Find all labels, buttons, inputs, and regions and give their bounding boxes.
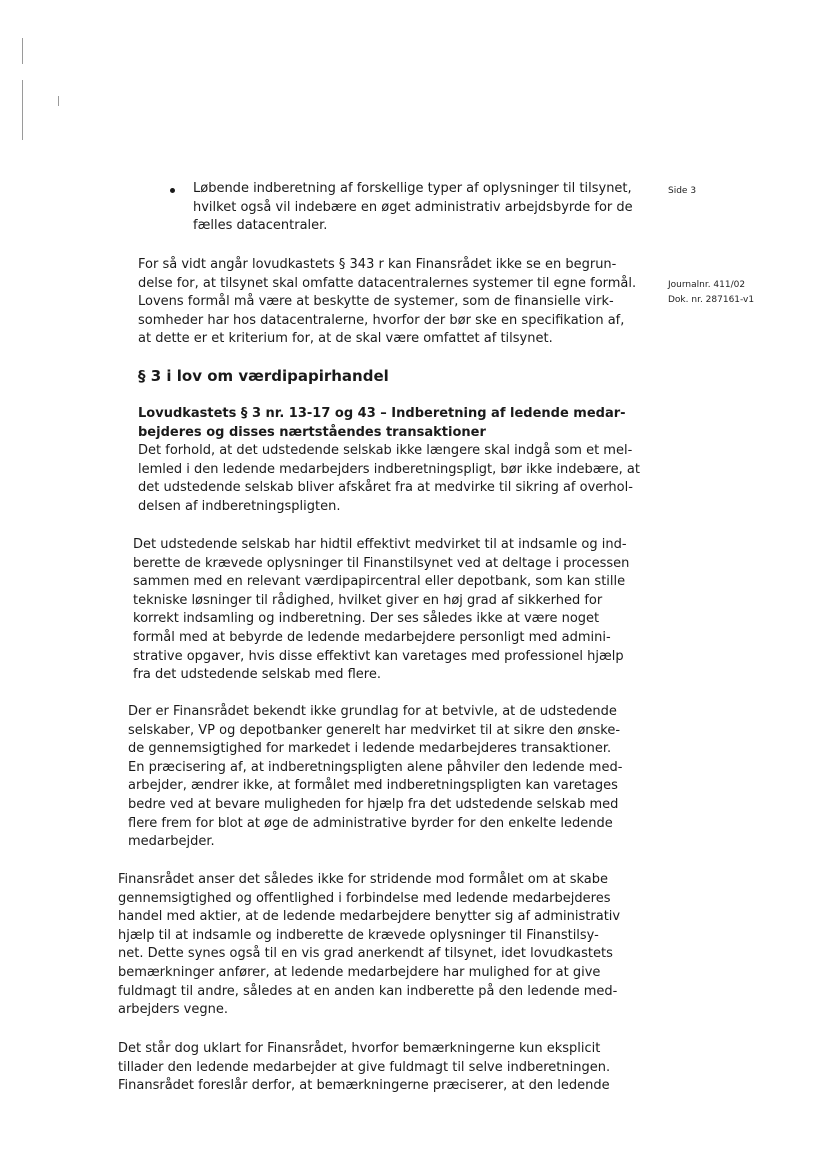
text-line: strative opgaver, hvis disse effektivt kan varetages med professionel hjælp: [133, 648, 624, 664]
text-line: gennemsigtighed og offentlighed i forbindelse med ledende medarbejderes: [118, 890, 611, 906]
text-line: arbejder, ændrer ikke, at formålet med indberetningspligten kan varetages: [128, 778, 618, 794]
subheading-line: Lovudkastets § 3 nr. 13-17 og 43 – Indberetning af ledende medar-: [138, 406, 626, 421]
journal-number: Journalnr. 411/02: [668, 280, 746, 290]
text-line: En præcisering af, at indberetningspligten alene påhviler den ledende med-: [128, 759, 623, 775]
text-line: formål med at bebyrde de ledende medarbejdere personligt med admini-: [133, 629, 611, 645]
text-line: net. Dette synes også til en vis grad anerkendt af tilsynet, idet lovudkastets: [118, 946, 613, 962]
text-line: bedre ved at bevare muligheden for hjælp fra det udstedende selskab med: [128, 796, 619, 812]
bullet-item: [193, 180, 633, 236]
text-line: berette de krævede oplysninger til Finanstilsynet ved at deltage i processen: [133, 555, 630, 571]
text-line: fuldmagt til andre, således at en anden kan indberette på den ledende med-: [118, 983, 618, 999]
text-line: delsen af indberetningspligten.: [138, 498, 341, 514]
text-line: handel med aktier, at de ledende medarbejdere benytter sig af administrativ: [118, 909, 621, 925]
text-line: Finansrådet foreslår derfor, at bemærkningerne præciserer, at den ledende: [118, 1078, 610, 1094]
bullet-line: fælles datacentraler.: [193, 218, 328, 234]
document-number: Dok. nr. 287161-v1: [668, 295, 755, 305]
text-line: selskaber, VP og depotbanker generelt har medvirket til at sikre den ønske-: [128, 722, 621, 738]
paragraph-issuer: [133, 536, 629, 685]
text-line: arbejders vegne.: [118, 1002, 228, 1018]
text-line: at dette er et kriterium for, at de skal være omfattet af tilsynet.: [138, 331, 553, 347]
text-line: Lovens formål må være at beskytte de systemer, som de finansielle virk-: [138, 294, 614, 310]
paragraph-power-of-attorney: [118, 1040, 610, 1096]
text-line: de gennemsigtighed for markedet i ledende medarbejderes transaktioner.: [128, 741, 612, 757]
bullet-line: Løbende indberetning af forskellige typer af oplysninger til tilsynet,: [193, 181, 632, 196]
paragraph-343r: [138, 256, 636, 349]
text-line: bemærkninger anfører, at ledende medarbejdere har mulighed for at give: [118, 964, 601, 980]
text-line: korrekt indsamling og indberetning. Der ses således ikke at være noget: [133, 611, 600, 627]
text-line: lemled i den ledende medarbejders indberetningspligt, bør ikke indebære, at: [138, 461, 640, 477]
text-line: For så vidt angår lovudkastets § 343 r kan Finansrådet ikke se en begrun-: [138, 257, 617, 272]
paragraph-transparency: [128, 703, 622, 852]
subheading-line: bejderes og disses nærtståendes transaktioner: [138, 424, 486, 440]
text-line: Der er Finansrådet bekendt ikke grundlag for at betvivle, at de udstedende: [128, 704, 617, 719]
text-line: hjælp til at indsamle og indberette de krævede oplysninger til Finanstilsy-: [118, 927, 599, 943]
text-line: Finansrådet anser det således ikke for stridende mod formålet om at skabe: [118, 872, 608, 887]
text-line: medarbejder.: [128, 834, 215, 850]
text-line: sammen med en relevant værdipapircentral eller depotbank, som kan stille: [133, 574, 626, 590]
text-line: tekniske løsninger til rådighed, hvilket giver en høj grad af sikkerhed for: [133, 592, 603, 608]
text-line: flere frem for blot at øge de administrative byrder for den enkelte ledende: [128, 815, 613, 831]
bullet-dot: [170, 188, 175, 193]
text-line: delse for, at tilsynet skal omfatte datacentralernes systemer til egne formål.: [138, 275, 637, 291]
text-line: det udstedende selskab bliver afskåret fra at medvirke til sikring af overhol-: [138, 480, 633, 496]
text-line: Det forhold, at det udstedende selskab ikke længere skal indgå som et mel-: [138, 443, 633, 459]
scan-mark: [22, 38, 23, 64]
text-line: Det står dog uklart for Finansrådet, hvorfor bemærkningerne kun eksplicit: [118, 1041, 601, 1056]
scan-mark: [58, 96, 59, 106]
text-line: tillader den ledende medarbejder at give fuldmagt til selve indberetningen.: [118, 1059, 611, 1075]
page-number: Side 3: [668, 186, 697, 196]
paragraph-transactions: [138, 405, 640, 517]
bullet-line: hvilket også vil indebære en øget administrativ arbejdsbyrde for de: [193, 199, 633, 215]
text-line: Det udstedende selskab har hidtil effektivt medvirket til at indsamle og ind-: [133, 537, 627, 552]
section-heading: § 3 i lov om værdipapirhandel: [138, 367, 389, 385]
text-line: fra det udstedende selskab med flere.: [133, 667, 381, 683]
scan-mark: [22, 80, 23, 140]
text-line: somheder har hos datacentralerne, hvorfor der bør ske en specifikation af,: [138, 312, 625, 328]
paragraph-administrative-help: [118, 871, 620, 1020]
